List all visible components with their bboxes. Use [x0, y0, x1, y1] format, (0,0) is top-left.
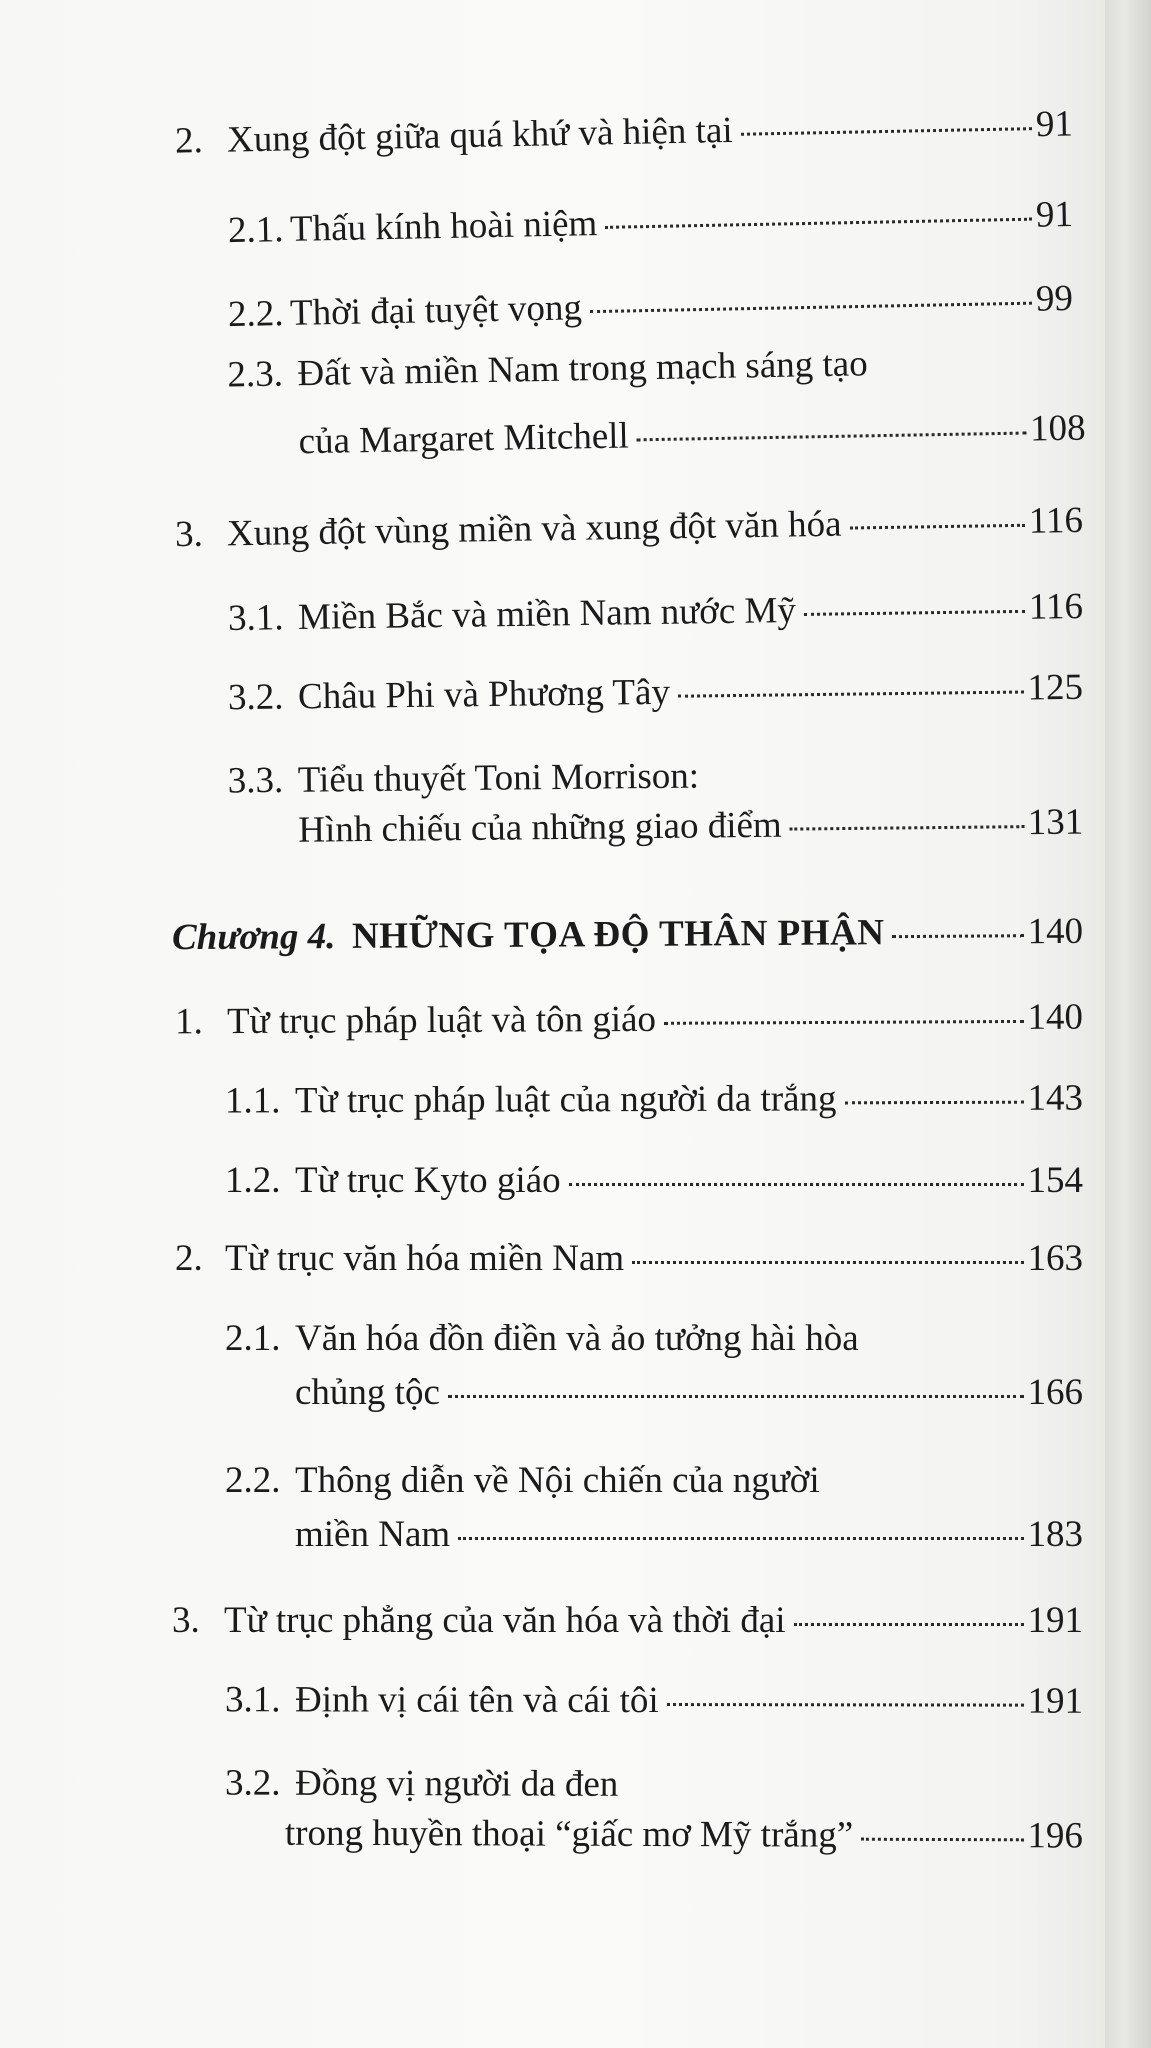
entry-number: 2.1. — [225, 1318, 281, 1359]
toc-entry — [228, 750, 1084, 855]
entry-title: Từ trục Kyto giáo — [295, 1160, 561, 1201]
entry-title: Xung đột giữa quá khứ và hiện tại — [226, 109, 733, 161]
entry-title: Định vị cái tên và cái tôi — [294, 1679, 659, 1722]
dot-leader — [632, 1261, 1023, 1264]
entry-page-number: 91 — [1035, 103, 1074, 146]
dot-leader — [845, 1101, 1024, 1105]
toc-entry — [225, 1677, 1083, 1724]
chapter-title: NHỮNG TỌA ĐỘ THÂN PHẬN — [351, 912, 885, 957]
dot-leader — [678, 691, 1024, 698]
entry-number: 2.3. — [227, 353, 284, 396]
dot-leader — [892, 934, 1023, 938]
entry-page-number: 143 — [1027, 1077, 1084, 1119]
toc-entry — [172, 1598, 1083, 1644]
dot-leader — [741, 127, 1032, 136]
entry-number: 2.2. — [225, 1460, 281, 1501]
toc-entry — [175, 1236, 1083, 1282]
chapter-label: Chương 4. — [171, 916, 336, 959]
dot-leader — [790, 825, 1024, 830]
entry-title: Xung đột vùng miền và xung đột văn hóa — [226, 503, 842, 555]
entry-number: 3.2. — [227, 676, 284, 719]
entry-number: 3.1. — [227, 597, 284, 639]
dot-leader — [605, 218, 1032, 229]
entry-title: Từ trục phẳng của văn hóa và thời đại — [224, 1600, 786, 1641]
entry-page-number: 91 — [1035, 193, 1074, 236]
toc-entry — [228, 665, 1083, 721]
entry-title: Thông diễn về Nội chiến của người — [295, 1460, 820, 1501]
entry-number: 3. — [172, 1600, 200, 1641]
entry-number: 3.2. — [225, 1762, 281, 1804]
dot-leader — [458, 1537, 1023, 1540]
entry-title-continued: trong huyền thoại “giấc mơ Mỹ trắng” — [284, 1812, 854, 1856]
dot-leader — [804, 610, 1025, 616]
entry-title: Đất và miền Nam trong mạch sáng tạo — [297, 343, 868, 395]
entry-title-continued: chủng tộc — [295, 1372, 440, 1413]
entry-number: 3.1. — [224, 1679, 281, 1721]
entry-number: 3. — [174, 513, 204, 556]
entry-title: Châu Phi và Phương Tây — [297, 671, 671, 718]
dot-leader — [861, 1838, 1023, 1842]
dot-leader — [664, 1020, 1024, 1025]
entry-title: Thời đại tuyệt vọng — [289, 287, 583, 334]
entry-page-number: 154 — [1027, 1160, 1083, 1201]
entry-title-continued: Hình chiếu của những giao điểm — [298, 804, 782, 851]
toc-entry — [225, 1458, 1083, 1558]
entry-title: Miền Bắc và miền Nam nước Mỹ — [297, 590, 797, 638]
entry-number: 2. — [174, 120, 204, 162]
entry-page-number: 140 — [1027, 910, 1084, 953]
dot-leader — [794, 1623, 1024, 1626]
entry-page-number: 125 — [1027, 666, 1084, 709]
entry-number: 1. — [174, 1001, 203, 1043]
entry-page-number: 140 — [1027, 996, 1084, 1038]
toc-chapter-entry — [172, 909, 1083, 961]
entry-title: Tiểu thuyết Toni Morrison: — [297, 755, 700, 801]
toc-entry — [228, 276, 1074, 338]
toc-entry — [225, 1076, 1083, 1125]
entry-title: Thấu kính hoài niệm — [289, 203, 598, 250]
entry-page-number: 116 — [1028, 499, 1084, 542]
entry-title-continued: của Margaret Mitchell — [298, 415, 630, 463]
entry-number: 1.2. — [225, 1160, 281, 1201]
dot-leader — [590, 302, 1032, 313]
dot-leader — [448, 1395, 1024, 1398]
entry-number: 2.1. — [227, 209, 284, 252]
dot-leader — [637, 432, 1026, 442]
toc-entry — [175, 995, 1083, 1046]
toc-entry — [227, 338, 1086, 467]
toc-entry — [175, 498, 1084, 558]
entry-page-number: 116 — [1028, 586, 1084, 628]
entry-title: Từ trục văn hóa miền Nam — [225, 1238, 625, 1279]
entry-page-number: 166 — [1027, 1372, 1083, 1413]
entry-title: Từ trục pháp luật của người da trắng — [294, 1078, 837, 1122]
entry-title: Đồng vị người da đen — [295, 1762, 619, 1805]
entry-page-number: 183 — [1027, 1514, 1083, 1555]
entry-number: 3.3. — [227, 759, 284, 802]
toc-entry — [228, 192, 1074, 254]
dot-leader — [569, 1183, 1024, 1186]
entry-page-number: 196 — [1027, 1815, 1083, 1857]
entry-number: 1.1. — [224, 1080, 281, 1122]
page-edge — [1105, 0, 1151, 2048]
dot-leader — [850, 524, 1025, 530]
entry-title: Văn hóa đồn điền và ảo tưởng hài hòa — [295, 1318, 859, 1359]
toc-entry — [175, 101, 1074, 164]
toc-entry — [225, 1761, 1083, 1860]
toc-entry — [225, 1158, 1083, 1204]
dot-leader — [667, 1703, 1024, 1707]
entry-page-number: 99 — [1035, 277, 1074, 320]
toc-entry — [228, 584, 1084, 642]
entry-page-number: 131 — [1027, 801, 1084, 844]
entry-page-number: 191 — [1027, 1680, 1084, 1722]
entry-title: Từ trục pháp luật và tôn giáo — [226, 998, 657, 1043]
entry-title-continued: miền Nam — [295, 1514, 451, 1555]
entry-page-number: 191 — [1027, 1600, 1083, 1641]
entry-number: 2.2. — [227, 293, 284, 336]
entry-number: 2. — [175, 1238, 203, 1279]
entry-page-number: 163 — [1027, 1238, 1083, 1279]
entry-page-number: 108 — [1029, 407, 1086, 450]
toc-entry — [225, 1316, 1083, 1416]
